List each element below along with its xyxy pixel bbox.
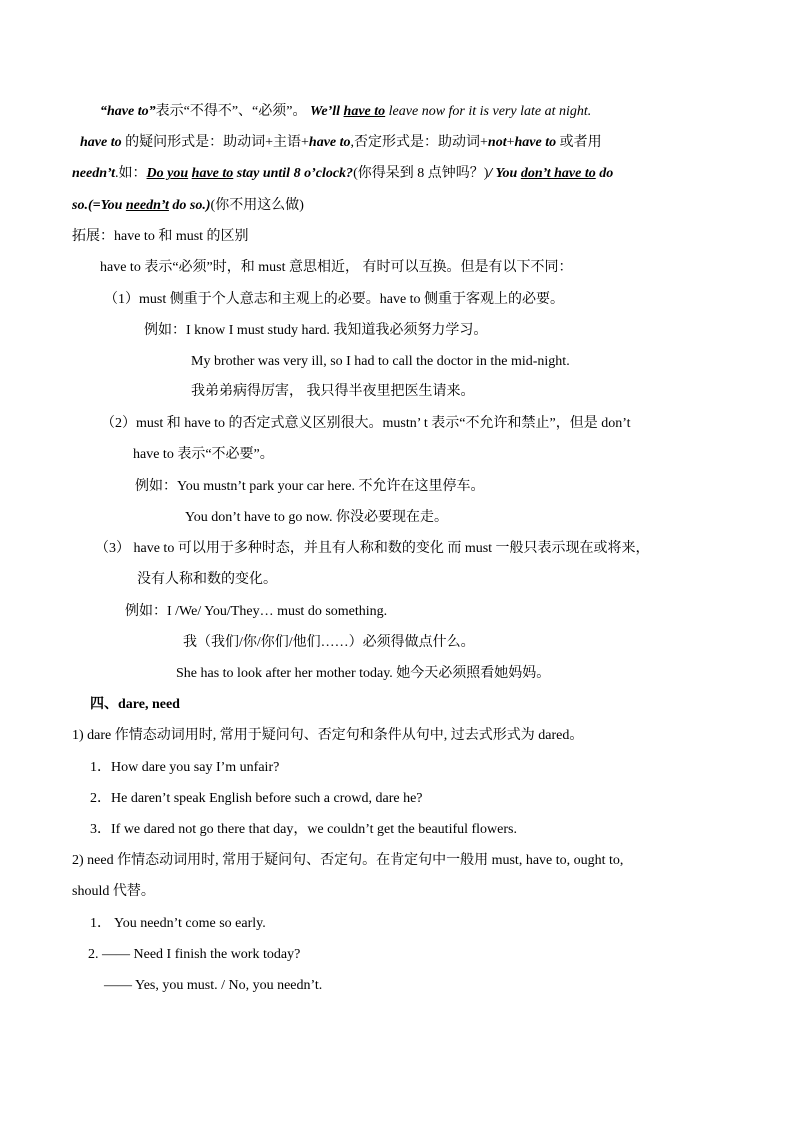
need-example-1: 1． You needn’t come so early.: [90, 916, 266, 931]
example-2a: 例如：You mustn’t park your car here. 不允许在这里停车。: [135, 479, 485, 494]
line-question-form: have to 的疑问形式是：助动词+主语+have to,否定形式是：助动词+not+have to 或者用: [80, 135, 602, 150]
dare-example-2: 2．He daren’t speak English before such a crowd, dare he?: [90, 791, 423, 806]
point-1: （1）must 侧重于个人意志和主观上的必要。have to 侧重于客观上的必要。: [104, 292, 565, 307]
example-1b: My brother was very ill, so I had to call the doctor in the mid-night.: [191, 354, 570, 369]
need-rule: 2) need 作情态动词用时, 常用于疑问句、否定句。在肯定句中一般用 must, have to, ought to,: [72, 853, 624, 868]
example-1a: 例如：I know I must study hard. 我知道我必须努力学习。: [144, 323, 488, 338]
point-3: （3） have to 可以用于多种时态，并且有人称和数的变化 而 must 一般只表示现在或将来，: [95, 541, 650, 556]
text-intro: have to 表示“必须”时，和 must 意思相近， 有时可以互换。但是有以下不同：: [100, 260, 573, 275]
line-have-to-meaning: “have to”表示“不得不”、“必须”。 We’ll have to leave now for it is very late at night.: [100, 104, 592, 119]
term-have-to: “have to”: [100, 104, 156, 119]
line-example-question: needn’t.如：Do you have to stay until 8 o’clock?(你得呆到 8 点钟吗？)/ You don’t have to do: [72, 166, 614, 181]
heading-extension: 拓展：have to 和 must 的区别: [72, 229, 249, 244]
section-heading-dare-need: 四、dare, need: [90, 697, 180, 712]
point-2-cont: have to 表示“不必要”。: [133, 447, 274, 462]
need-rule-cont: should 代替。: [72, 884, 155, 899]
need-example-2-question: 2. —— Need I finish the work today?: [88, 947, 301, 962]
point-2: （2）must 和 have to 的否定式意义区别很大。mustn’ t 表示“不允许和禁止”，但是 don’t: [101, 416, 631, 431]
point-3-cont: 没有人称和数的变化。: [137, 572, 277, 587]
need-example-2-answer: —— Yes, you must. / No, you needn’t.: [104, 978, 323, 993]
example-1b-translation: 我弟弟病得厉害， 我只得半夜里把医生请来。: [191, 384, 475, 399]
example-2b: You don’t have to go now. 你没必要现在走。: [185, 510, 449, 525]
example-3b: She has to look after her mother today. 她今天必须照看她妈妈。: [176, 666, 551, 681]
dare-rule: 1) dare 作情态动词用时, 常用于疑问句、否定句和条件从句中, 过去式形式为 dared。: [72, 728, 584, 743]
example-3a: 例如：I /We/ You/They… must do something.: [125, 604, 388, 619]
line-example-answer: so.(=You needn’t do so.)(你不用这么做): [72, 198, 304, 213]
example-3a-translation: 我（我们/你/你们/他们……）必须得做点什么。: [183, 635, 475, 650]
underlined-have-to: have to: [343, 104, 386, 119]
dare-example-3: 3．If we dared not go there that day，we couldn’t get the beautiful flowers.: [90, 822, 517, 837]
dare-example-1: 1．How dare you say I’m unfair?: [90, 760, 280, 775]
